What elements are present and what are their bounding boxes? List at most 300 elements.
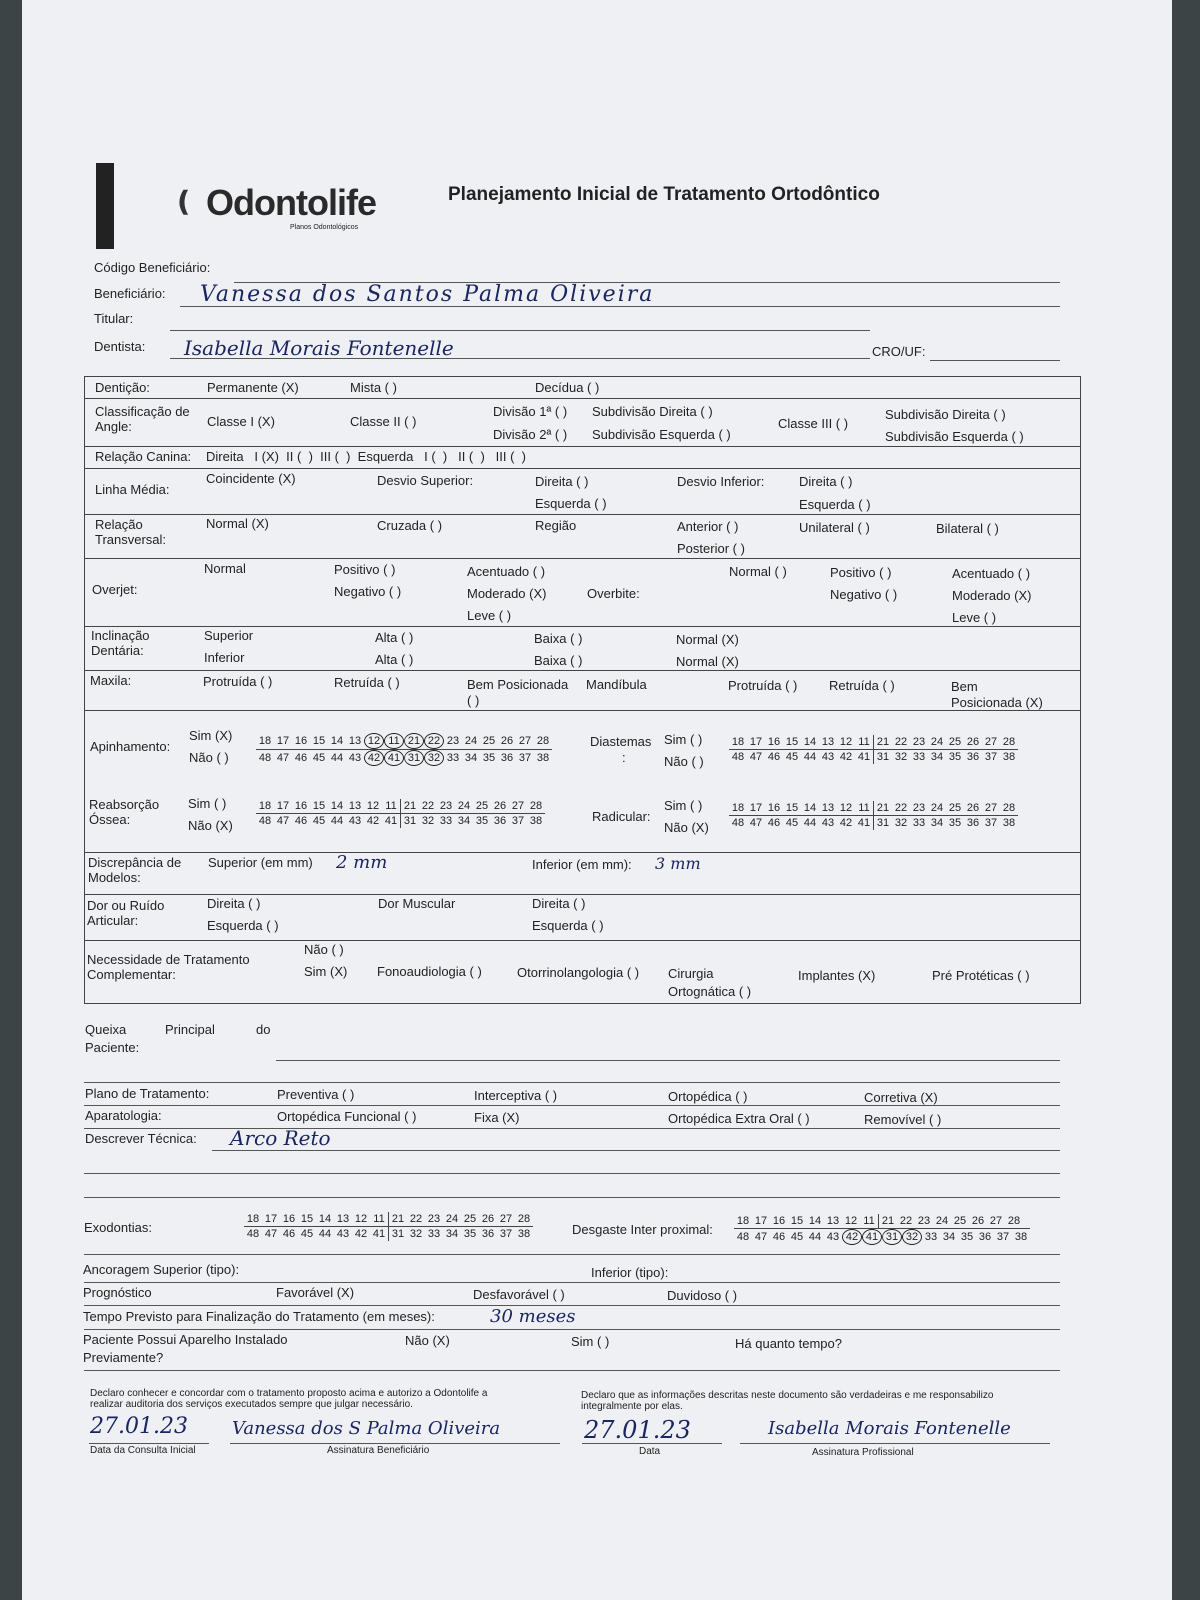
- tooth-number[interactable]: 11: [863, 1215, 875, 1227]
- tooth-number[interactable]: 17: [749, 802, 763, 814]
- tooth-number[interactable]: 15: [790, 1215, 804, 1227]
- tooth-row: [256, 799, 545, 814]
- radicular-sim[interactable]: Sim ( ): [664, 798, 703, 813]
- apinhamento-sim[interactable]: Sim (X): [189, 728, 233, 743]
- tooth-number[interactable]: 24: [445, 1213, 459, 1225]
- necessidade-otorrino[interactable]: Otorrinolangologia ( ): [517, 965, 640, 980]
- tooth-number[interactable]: 36: [966, 817, 980, 829]
- tooth-number[interactable]: 26: [966, 736, 980, 748]
- tooth-number[interactable]: 35: [960, 1231, 974, 1243]
- brand-logo: Odontolife: [206, 182, 376, 223]
- logo-bar: [96, 163, 114, 249]
- exodontias-line: [84, 1254, 1060, 1255]
- tooth-number[interactable]: 22: [899, 1215, 913, 1227]
- tooth-number[interactable]: 41: [384, 815, 398, 827]
- tooth-number[interactable]: 46: [294, 815, 308, 827]
- tooth-number[interactable]: 38: [1002, 817, 1016, 829]
- tooth-number[interactable]: 28: [536, 735, 550, 747]
- tooth-number[interactable]: 18: [731, 802, 745, 814]
- tooth-number[interactable]: 31: [882, 1229, 902, 1245]
- overjet-leve[interactable]: Leve ( ): [467, 608, 512, 623]
- inclinacao-normal2[interactable]: Normal (X): [676, 654, 739, 669]
- tooth-number[interactable]: 11: [385, 800, 397, 812]
- desgaste-label: Desgaste Inter proximal:: [572, 1222, 713, 1237]
- tooth-number[interactable]: 42: [842, 1229, 862, 1245]
- queixa-line: [276, 1060, 1060, 1061]
- tooth-number[interactable]: 47: [276, 815, 290, 827]
- tooth-number[interactable]: 18: [258, 800, 272, 812]
- tooth-number[interactable]: 13: [826, 1215, 840, 1227]
- tooth-number[interactable]: 32: [894, 817, 908, 829]
- transversal-normal[interactable]: Normal (X): [206, 516, 269, 531]
- ancoragem-line: [84, 1282, 1060, 1283]
- reabsorcao-sim[interactable]: Sim ( ): [188, 796, 227, 811]
- tooth-number[interactable]: 14: [808, 1215, 822, 1227]
- tooth-number[interactable]: 18: [736, 1215, 750, 1227]
- tooth-number[interactable]: 31: [388, 1227, 407, 1241]
- tooth-number[interactable]: 38: [1002, 751, 1016, 763]
- tooth-number[interactable]: 32: [409, 1228, 423, 1240]
- inclinacao-baixa1[interactable]: Baixa ( ): [534, 631, 583, 646]
- denticao-mista[interactable]: Mista ( ): [350, 380, 397, 395]
- tooth-number[interactable]: 44: [330, 815, 344, 827]
- denticao-permanente[interactable]: Permanente (X): [207, 380, 299, 395]
- tooth-number[interactable]: 27: [499, 1213, 513, 1225]
- tooth-number[interactable]: 11: [858, 802, 870, 814]
- tooth-number[interactable]: 24: [930, 736, 944, 748]
- transversal-posterior[interactable]: Posterior ( ): [677, 541, 745, 556]
- necessidade-sim[interactable]: Sim (X): [304, 964, 348, 979]
- tooth-number[interactable]: 22: [421, 800, 435, 812]
- tooth-number[interactable]: 14: [318, 1213, 332, 1225]
- linha-desvio-inferior: Desvio Inferior:: [677, 474, 765, 489]
- tooth-number[interactable]: 24: [464, 735, 478, 747]
- tooth-number[interactable]: 14: [330, 735, 344, 747]
- necessidade-implantes[interactable]: Implantes (X): [798, 968, 876, 983]
- tooth-number[interactable]: 43: [348, 815, 362, 827]
- tooth-number[interactable]: 47: [264, 1228, 278, 1240]
- tooth-number[interactable]: 37: [996, 1231, 1010, 1243]
- tooth-number[interactable]: 33: [924, 1231, 938, 1243]
- tooth-number[interactable]: 31: [404, 750, 424, 766]
- angle-subdir3[interactable]: Subdivisão Direita ( ): [885, 407, 1006, 422]
- tooth-number[interactable]: 11: [373, 1213, 385, 1225]
- tooth-number[interactable]: 25: [948, 736, 962, 748]
- linha-coincidente[interactable]: Coincidente (X): [206, 471, 296, 486]
- tooth-number[interactable]: 47: [749, 751, 763, 763]
- overbite-positivo[interactable]: Positivo ( ): [830, 565, 892, 580]
- beneficiario-line: [180, 306, 1060, 307]
- tooth-number[interactable]: 28: [1002, 802, 1016, 814]
- overbite-normal[interactable]: Normal ( ): [729, 564, 787, 579]
- tooth-number[interactable]: 23: [912, 802, 926, 814]
- inclinacao-baixa2[interactable]: Baixa ( ): [534, 653, 583, 668]
- overbite-acentuado[interactable]: Acentuado ( ): [952, 566, 1031, 581]
- tooth-number[interactable]: 25: [953, 1215, 967, 1227]
- necessidade-cirurgia2[interactable]: Ortognática ( ): [668, 984, 752, 999]
- tooth-number[interactable]: 42: [366, 815, 380, 827]
- apinhamento-label: Apinhamento:: [90, 739, 171, 754]
- tooth-number[interactable]: 15: [312, 800, 326, 812]
- dor-esq[interactable]: Esquerda ( ): [207, 918, 279, 933]
- linha-media-label: Linha Média:: [95, 482, 170, 497]
- tooth-number[interactable]: 34: [445, 1228, 459, 1240]
- linha-esq2[interactable]: Esquerda ( ): [799, 497, 871, 512]
- tooth-number[interactable]: 33: [446, 752, 460, 764]
- diastemas-nao[interactable]: Não ( ): [664, 754, 704, 769]
- tooth-number[interactable]: 44: [808, 1231, 822, 1243]
- plano-interceptiva[interactable]: Interceptiva ( ): [474, 1088, 558, 1103]
- tooth-number[interactable]: 14: [330, 800, 344, 812]
- tooth-number[interactable]: 36: [966, 751, 980, 763]
- tooth-number[interactable]: 28: [1002, 736, 1016, 748]
- tooth-number[interactable]: 23: [446, 735, 460, 747]
- tooth-number[interactable]: 34: [930, 817, 944, 829]
- tooth-number[interactable]: 28: [1007, 1215, 1021, 1227]
- tooth-number[interactable]: 25: [475, 800, 489, 812]
- tooth-number[interactable]: 23: [439, 800, 453, 812]
- tooth-number[interactable]: 16: [282, 1213, 296, 1225]
- tooth-number[interactable]: 24: [457, 800, 471, 812]
- tooth-number[interactable]: 16: [767, 802, 781, 814]
- tooth-number[interactable]: 48: [731, 817, 745, 829]
- tooth-number[interactable]: 23: [917, 1215, 931, 1227]
- tooth-number[interactable]: 45: [312, 752, 326, 764]
- tooth-number[interactable]: 48: [258, 752, 272, 764]
- tooth-number[interactable]: 35: [482, 752, 496, 764]
- tecnica-line: [212, 1150, 1060, 1151]
- tooth-number[interactable]: 17: [749, 736, 763, 748]
- tooth-row: [729, 750, 1018, 764]
- tooth-number[interactable]: 43: [336, 1228, 350, 1240]
- tooth-number[interactable]: 45: [790, 1231, 804, 1243]
- dor-dir[interactable]: Direita ( ): [207, 896, 261, 911]
- aparatologia-extra[interactable]: Ortopédica Extra Oral ( ): [668, 1111, 810, 1126]
- tooth-number[interactable]: 25: [463, 1213, 477, 1225]
- overjet-moderado[interactable]: Moderado (X): [467, 586, 547, 601]
- tooth-number[interactable]: 14: [803, 802, 817, 814]
- tooth-number[interactable]: 12: [366, 800, 380, 812]
- tooth-number[interactable]: 13: [336, 1213, 350, 1225]
- tooth-number[interactable]: 22: [894, 736, 908, 748]
- tooth-number[interactable]: 32: [902, 1229, 922, 1245]
- titular-line: [170, 330, 870, 331]
- discrepancia-inferior: Inferior (em mm):: [532, 857, 632, 872]
- tooth-number[interactable]: 48: [246, 1228, 260, 1240]
- tooth-number[interactable]: 22: [424, 733, 444, 749]
- transversal-anterior[interactable]: Anterior ( ): [677, 519, 739, 534]
- tooth-number[interactable]: 27: [984, 802, 998, 814]
- tooth-number[interactable]: 47: [749, 817, 763, 829]
- linha-dir2[interactable]: Direita ( ): [799, 474, 853, 489]
- tooth-number[interactable]: 35: [475, 815, 489, 827]
- aparelho-quanto: Há quanto tempo?: [735, 1336, 842, 1351]
- tooth-number[interactable]: 24: [935, 1215, 949, 1227]
- maxila-bem-box[interactable]: ( ): [467, 693, 480, 708]
- tooth-number[interactable]: 42: [839, 817, 853, 829]
- tooth-number[interactable]: 23: [427, 1213, 441, 1225]
- tooth-number[interactable]: 34: [930, 751, 944, 763]
- denticao-decidua[interactable]: Decídua ( ): [535, 380, 600, 395]
- tooth-number[interactable]: 42: [354, 1228, 368, 1240]
- necessidade-fono[interactable]: Fonoaudiologia ( ): [377, 964, 482, 979]
- plano-corretiva[interactable]: Corretiva (X): [864, 1090, 938, 1105]
- tooth-number[interactable]: 26: [966, 802, 980, 814]
- aparatologia-removivel[interactable]: Removível ( ): [864, 1112, 942, 1127]
- tooth-number[interactable]: 32: [894, 751, 908, 763]
- tooth-number[interactable]: 14: [803, 736, 817, 748]
- aparelho-sim[interactable]: Sim ( ): [571, 1334, 610, 1349]
- tooth-number[interactable]: 27: [984, 736, 998, 748]
- reabsorcao-nao[interactable]: Não (X): [188, 818, 233, 833]
- tooth-number[interactable]: 37: [984, 751, 998, 763]
- tooth-number[interactable]: 42: [364, 750, 384, 766]
- tooth-number[interactable]: 13: [348, 735, 362, 747]
- tooth-number[interactable]: 34: [457, 815, 471, 827]
- tooth-number[interactable]: 15: [785, 802, 799, 814]
- mandibula-protruida[interactable]: Protruída ( ): [728, 678, 798, 693]
- tooth-number[interactable]: 37: [499, 1228, 513, 1240]
- inclinacao-normal1[interactable]: Normal (X): [676, 632, 739, 647]
- transversal-cruzada[interactable]: Cruzada ( ): [377, 518, 443, 533]
- tooth-number[interactable]: 37: [984, 817, 998, 829]
- tooth-number[interactable]: 44: [330, 752, 344, 764]
- tooth-number[interactable]: 16: [294, 800, 308, 812]
- tooth-number[interactable]: 38: [1014, 1231, 1028, 1243]
- angle-subesq[interactable]: Subdivisão Esquerda ( ): [592, 427, 731, 442]
- tooth-number[interactable]: 33: [912, 751, 926, 763]
- tooth-number[interactable]: 25: [948, 802, 962, 814]
- tooth-number[interactable]: 47: [754, 1231, 768, 1243]
- tooth-number[interactable]: 18: [246, 1213, 260, 1225]
- tooth-number[interactable]: 21: [873, 801, 892, 815]
- sig-line-1: [89, 1443, 209, 1444]
- tooth-number[interactable]: 46: [767, 817, 781, 829]
- tooth-number[interactable]: 38: [517, 1228, 531, 1240]
- tooth-number[interactable]: 27: [989, 1215, 1003, 1227]
- tooth-number[interactable]: 12: [839, 802, 853, 814]
- tooth-number[interactable]: 21: [878, 1214, 897, 1228]
- transversal-unilateral[interactable]: Unilateral ( ): [799, 520, 870, 535]
- tooth-number[interactable]: 32: [421, 815, 435, 827]
- tooth-number[interactable]: 26: [971, 1215, 985, 1227]
- transversal-bilateral[interactable]: Bilateral ( ): [936, 521, 999, 536]
- dor-dir2[interactable]: Direita ( ): [532, 896, 586, 911]
- tooth-number[interactable]: 36: [978, 1231, 992, 1243]
- tooth-number[interactable]: 43: [821, 751, 835, 763]
- codigo-label: Código Beneficiário:: [94, 260, 211, 275]
- tooth-number[interactable]: 41: [372, 1228, 386, 1240]
- tooth-number[interactable]: 13: [821, 736, 835, 748]
- angle-classe1[interactable]: Classe I (X): [207, 414, 275, 429]
- queixa-w4: Paciente:: [85, 1040, 140, 1055]
- tooth-number[interactable]: 22: [894, 802, 908, 814]
- tooth-number[interactable]: 31: [400, 814, 419, 828]
- maxila-protruida[interactable]: Protruída ( ): [203, 674, 273, 689]
- tooth-number[interactable]: 43: [348, 752, 362, 764]
- tooth-number[interactable]: 48: [258, 815, 272, 827]
- tooth-number[interactable]: 28: [529, 800, 543, 812]
- tooth-number[interactable]: 38: [529, 815, 543, 827]
- tooth-number[interactable]: 41: [384, 750, 404, 766]
- aparatologia-fixa[interactable]: Fixa (X): [474, 1110, 520, 1125]
- aparatologia-funcional[interactable]: Ortopédica Funcional ( ): [277, 1109, 417, 1124]
- row-divider: [84, 710, 1080, 711]
- mandibula-bem-box[interactable]: Posicionada (X): [951, 695, 1043, 710]
- tooth-number[interactable]: 15: [300, 1213, 314, 1225]
- tooth-number[interactable]: 17: [276, 800, 290, 812]
- maxila-retruida[interactable]: Retruída ( ): [334, 675, 400, 690]
- aparatologia-label: Aparatologia:: [85, 1108, 162, 1123]
- tooth-number[interactable]: 33: [912, 817, 926, 829]
- tooth-number[interactable]: 47: [276, 752, 290, 764]
- tooth-number[interactable]: 44: [803, 751, 817, 763]
- tooth-number[interactable]: 41: [857, 817, 871, 829]
- tooth-number[interactable]: 31: [873, 816, 892, 830]
- necessidade-nao[interactable]: Não ( ): [304, 942, 344, 957]
- tooth-number[interactable]: 21: [388, 1212, 407, 1226]
- tooth-number[interactable]: 13: [821, 802, 835, 814]
- tooth-number[interactable]: 25: [482, 735, 496, 747]
- tooth-number[interactable]: 38: [536, 752, 550, 764]
- mandibula-retruida[interactable]: Retruída ( ): [829, 678, 895, 693]
- angle-classe2[interactable]: Classe II ( ): [350, 414, 417, 429]
- tooth-number[interactable]: 46: [294, 752, 308, 764]
- tooth-number[interactable]: 17: [276, 735, 290, 747]
- overjet-acentuado[interactable]: Acentuado ( ): [467, 564, 546, 579]
- tooth-number[interactable]: 16: [772, 1215, 786, 1227]
- tooth-number[interactable]: 44: [318, 1228, 332, 1240]
- angle-div1[interactable]: Divisão 1ª ( ): [493, 404, 568, 419]
- prognostico-duvidoso[interactable]: Duvidoso ( ): [667, 1288, 738, 1303]
- tooth-number[interactable]: 18: [258, 735, 272, 747]
- cap-data-consulta: Data da Consulta Inicial: [90, 1445, 196, 1456]
- tooth-number[interactable]: 48: [736, 1231, 750, 1243]
- inclinacao-alta2[interactable]: Alta ( ): [375, 652, 414, 667]
- tooth-number[interactable]: 41: [862, 1229, 882, 1245]
- tooth-number[interactable]: 45: [312, 815, 326, 827]
- tooth-number[interactable]: 13: [348, 800, 362, 812]
- overjet-normal[interactable]: Normal: [204, 561, 246, 576]
- tooth-number[interactable]: 32: [424, 750, 444, 766]
- radicular-nao[interactable]: Não (X): [664, 820, 709, 835]
- tooth-number[interactable]: 43: [821, 817, 835, 829]
- angle-subdir[interactable]: Subdivisão Direita ( ): [592, 404, 713, 419]
- tooth-number[interactable]: 12: [844, 1215, 858, 1227]
- aparelho-nao[interactable]: Não (X): [405, 1333, 450, 1348]
- tooth-number[interactable]: 21: [404, 733, 424, 749]
- tooth-number[interactable]: 23: [912, 736, 926, 748]
- tooth-number[interactable]: 12: [354, 1213, 368, 1225]
- tooth-number[interactable]: 12: [364, 733, 384, 749]
- angle-div2[interactable]: Divisão 2ª ( ): [493, 427, 568, 442]
- tooth-number[interactable]: 37: [518, 752, 532, 764]
- diastemas-chart: [729, 735, 1018, 764]
- angle-subesq3[interactable]: Subdivisão Esquerda ( ): [885, 429, 1024, 444]
- tooth-number[interactable]: 46: [767, 751, 781, 763]
- tooth-number[interactable]: 36: [481, 1228, 495, 1240]
- tooth-number[interactable]: 16: [294, 735, 308, 747]
- tooth-number[interactable]: 11: [858, 736, 870, 748]
- tooth-number[interactable]: 35: [463, 1228, 477, 1240]
- tooth-number[interactable]: 48: [731, 751, 745, 763]
- linha-dir[interactable]: Direita ( ): [535, 474, 589, 489]
- linha-esq[interactable]: Esquerda ( ): [535, 496, 607, 511]
- tooth-number[interactable]: 35: [948, 751, 962, 763]
- inclinacao-alta1[interactable]: Alta ( ): [375, 630, 414, 645]
- tooth-number[interactable]: 27: [518, 735, 532, 747]
- tooth-number[interactable]: 18: [731, 736, 745, 748]
- tooth-number[interactable]: 16: [767, 736, 781, 748]
- overjet-positivo[interactable]: Positivo ( ): [334, 562, 396, 577]
- tooth-number[interactable]: 26: [500, 735, 514, 747]
- tooth-number[interactable]: 41: [857, 751, 871, 763]
- row-divider: [84, 626, 1080, 627]
- tooth-number[interactable]: 21: [873, 735, 892, 749]
- tooth-number[interactable]: 46: [282, 1228, 296, 1240]
- tooth-number[interactable]: 45: [785, 751, 799, 763]
- necessidade-cirurgia[interactable]: Cirurgia: [668, 966, 714, 981]
- prognostico-favoravel[interactable]: Favorável (X): [276, 1285, 355, 1300]
- tooth-number[interactable]: 15: [785, 736, 799, 748]
- overbite-negativo[interactable]: Negativo ( ): [830, 587, 898, 602]
- diastemas-sim[interactable]: Sim ( ): [664, 732, 703, 747]
- tooth-number[interactable]: 35: [948, 817, 962, 829]
- tooth-number[interactable]: 33: [439, 815, 453, 827]
- overbite-leve[interactable]: Leve ( ): [952, 610, 997, 625]
- tooth-number[interactable]: 42: [839, 751, 853, 763]
- angle-classe3[interactable]: Classe III ( ): [778, 416, 849, 431]
- tooth-number[interactable]: 11: [384, 733, 404, 749]
- tooth-number[interactable]: 27: [511, 800, 525, 812]
- apinhamento-nao[interactable]: Não ( ): [189, 750, 229, 765]
- tooth-number[interactable]: 44: [803, 817, 817, 829]
- tooth-number[interactable]: 43: [826, 1231, 840, 1243]
- overbite-moderado[interactable]: Moderado (X): [952, 588, 1032, 603]
- dor-esq2[interactable]: Esquerda ( ): [532, 918, 604, 933]
- tooth-row: [734, 1214, 1030, 1229]
- prognostico-desfavoravel[interactable]: Desfavorável ( ): [473, 1287, 565, 1302]
- tooth-number[interactable]: 31: [873, 750, 892, 764]
- maxila-bem[interactable]: Bem Posicionada: [467, 677, 569, 692]
- overjet-negativo[interactable]: Negativo ( ): [334, 584, 402, 599]
- tooth-number[interactable]: 24: [930, 802, 944, 814]
- tooth-number[interactable]: 37: [511, 815, 525, 827]
- tooth-number[interactable]: 21: [400, 799, 419, 813]
- plano-preventiva[interactable]: Preventiva ( ): [277, 1087, 355, 1102]
- tooth-number[interactable]: 34: [942, 1231, 956, 1243]
- tooth-number[interactable]: 17: [754, 1215, 768, 1227]
- tooth-number[interactable]: 26: [493, 800, 507, 812]
- canina-options[interactable]: Direita I (X) II ( ) III ( ) Esquerda I ( ) II ( ) III ( ): [206, 449, 526, 464]
- necessidade-preproteticas[interactable]: Pré Protéticas ( ): [932, 968, 1030, 983]
- tooth-number[interactable]: 46: [772, 1231, 786, 1243]
- mandibula-bem[interactable]: Bem: [951, 679, 978, 694]
- tooth-number[interactable]: 36: [500, 752, 514, 764]
- tooth-number[interactable]: 33: [427, 1228, 441, 1240]
- tooth-number[interactable]: 12: [839, 736, 853, 748]
- tooth-number[interactable]: 45: [300, 1228, 314, 1240]
- tooth-number[interactable]: 28: [517, 1213, 531, 1225]
- tooth-number[interactable]: 17: [264, 1213, 278, 1225]
- tooth-number[interactable]: 34: [464, 752, 478, 764]
- tooth-number[interactable]: 36: [493, 815, 507, 827]
- plano-ortopedica[interactable]: Ortopédica ( ): [668, 1089, 748, 1104]
- tooth-number[interactable]: 26: [481, 1213, 495, 1225]
- tooth-number[interactable]: 22: [409, 1213, 423, 1225]
- tooth-number[interactable]: 45: [785, 817, 799, 829]
- tooth-number[interactable]: 15: [312, 735, 326, 747]
